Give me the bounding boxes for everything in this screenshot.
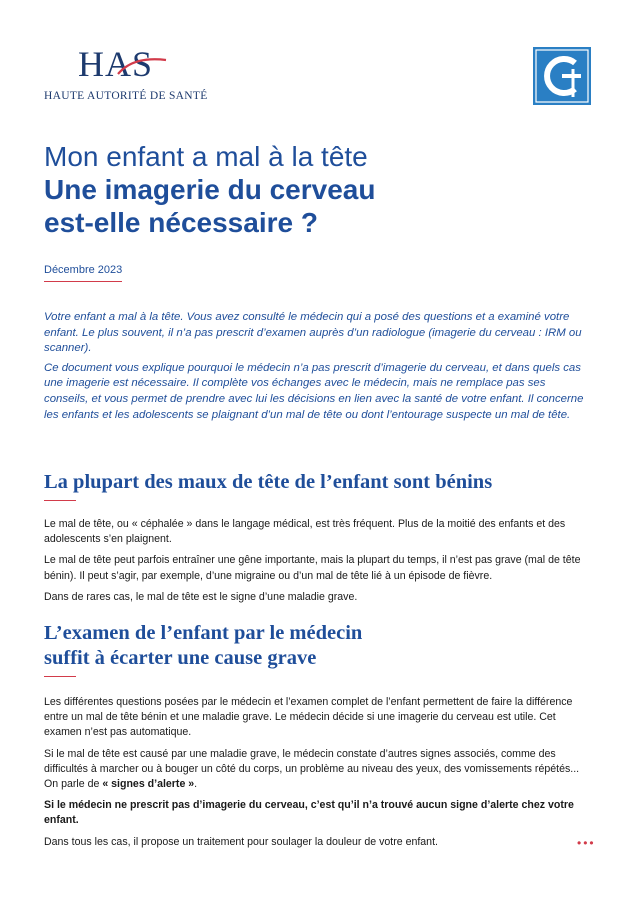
section-1-body <box>44 517 596 611</box>
has-logo-letters: HAS <box>78 46 154 84</box>
g4-label-icon <box>533 47 591 105</box>
section-1-paragraph-1: Le mal de tête, ou « céphalée » dans le langage médical, est très fréquent. Plus de la moitié des enfants et des adolescents s’en plaignent. <box>44 518 566 546</box>
section-2-rule <box>44 676 76 677</box>
intro-paragraph-1: Votre enfant a mal à la tête. Vous avez consulté le médecin qui a posé des questions et a examiné votre enfant. Le plus souvent, il n’a pas prescrit d’examen auprès d’un radiologue (imagerie du cerveau : IRM ou scanner). <box>44 311 582 355</box>
section-2-paragraph-4: Dans tous les cas, il propose un traitement pour soulager la douleur de votre enfant. <box>44 835 438 848</box>
section-2-paragraph-3 <box>44 798 596 828</box>
continue-marker: ••• <box>577 836 596 850</box>
section-2-paragraph-2-text: Si le mal de tête est causé par une maladie grave, le médecin constate d’autres signes associés, comme des difficultés à marcher ou à bouger un côté du corps, un problème au niveau des yeux, des vomissements répétés... On parle de <box>44 747 580 791</box>
section-1-paragraph-3: Dans de rares cas, le mal de tête est le signe d’une maladie grave. <box>44 590 358 603</box>
has-logo-mark <box>78 46 178 86</box>
has-logo <box>44 46 214 108</box>
intro-paragraph-2: Ce document vous explique pourquoi le médecin n’a pas prescrit d’imagerie du cerveau, et dans quels cas une imagerie est nécessaire. Il complète vos échanges avec le médecin, mais ne remplace pas ses conseils, et vous permet de prendre avec lui les décisions en lien avec la santé de votre enfant. Il concerne les enfants et les adolescents se plaignant d’un mal de tête ou dont l’entourage suspecte un mal de tête. <box>44 361 584 421</box>
intro-text <box>44 310 592 427</box>
logo-subtitle: HAUTE AUTORITÉ DE SANTÉ <box>44 90 208 102</box>
title-line-1: Mon enfant a mal à la tête <box>44 141 368 172</box>
section-2-heading-line-2: suffit à écarter une cause grave <box>44 647 317 669</box>
section-2-heading-line-1: L’examen de l’enfant par le médecin <box>44 622 363 644</box>
section-1-heading: La plupart des maux de tête de l’enfant sont bénins <box>44 471 493 493</box>
section-2-body <box>44 695 596 856</box>
section-1-paragraph-2: Le mal de tête peut parfois entraîner une gêne importante, mais la plupart du temps, il n’est pas grave (mal de tête bénin). Il peut s’agir, par exemple, d’une migraine ou d’un mal de tête lié à un épisode de fièvre. <box>44 554 581 582</box>
section-2-heading <box>44 621 362 671</box>
section-2-paragraph-1: Les différentes questions posées par le médecin et l’examen complet de l’enfant permettent de faire la différence entre un mal de tête bénin et une maladie grave. Le médecin décide si une imagerie du cerveau est utile. Cet examen n’est pas automatique. <box>44 696 573 739</box>
section-1-rule <box>44 500 76 501</box>
section-2-key-message: Si le médecin ne prescrit pas d’imagerie du cerveau, c’est qu’il n’a trouvé aucun signe d’alerte chez votre enfant. <box>44 799 574 827</box>
section-2-paragraph-2-end: . <box>194 778 198 791</box>
alert-signs-term: « signes d’alerte » <box>102 778 195 791</box>
publication-date: Décembre 2023 <box>44 264 122 282</box>
title-line-3: est-elle nécessaire ? <box>44 207 318 238</box>
title-line-2: Une imagerie du cerveau <box>44 174 376 205</box>
section-2-paragraph-2 <box>44 747 596 793</box>
page-title <box>44 140 375 239</box>
